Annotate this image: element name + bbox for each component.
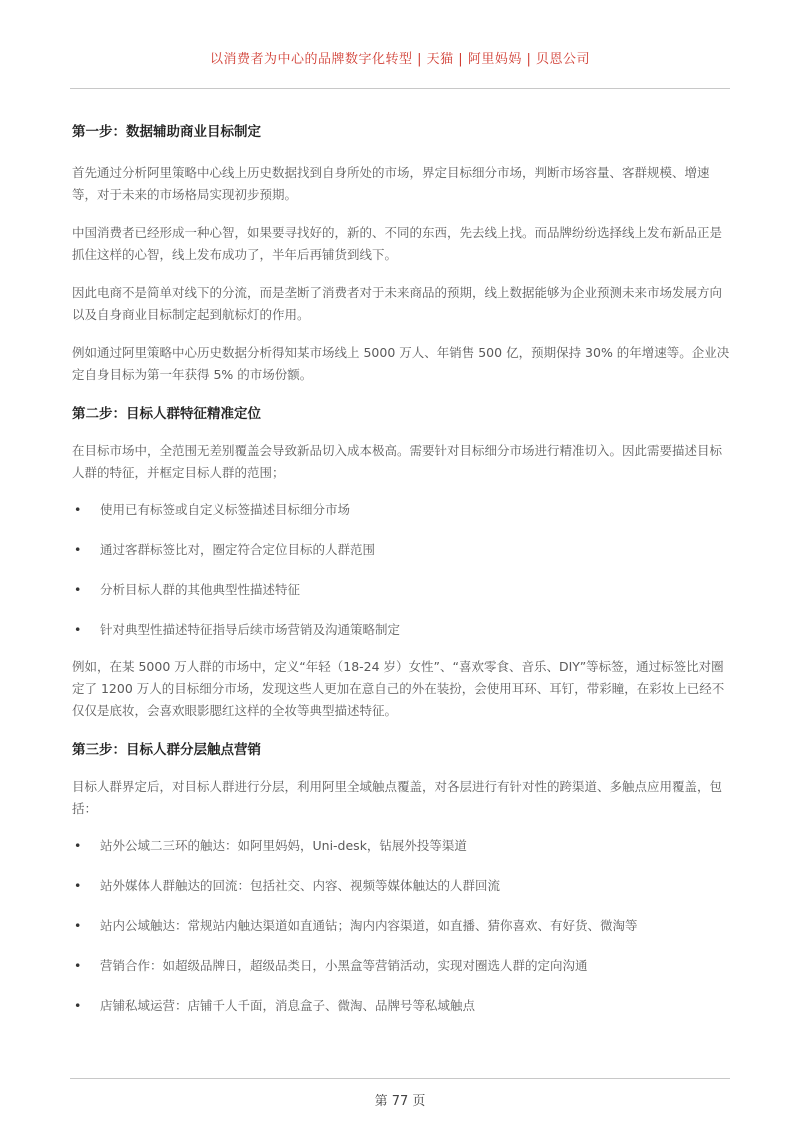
list-item-text: 针对典型性描述特征指导后续市场营销及沟通策略制定 (100, 622, 401, 637)
bullet-icon: • (74, 918, 82, 933)
step3-heading: 第三步：目标人群分层触点营销 (72, 742, 261, 758)
bullet-icon: • (74, 998, 82, 1013)
bullet-icon: • (74, 542, 82, 557)
list-item (72, 836, 732, 856)
list-item (72, 620, 732, 640)
step1-paragraph: 因此电商不是简单对线下的分流，而是垄断了消费者对于未来商品的预期，线上数据能够为企业预测未来市场发展方向以及自身商业目标制定起到航标灯的作用。 (72, 285, 723, 322)
list-item (72, 916, 732, 936)
list-item-text: 站外公域二三环的触达：如阿里妈妈，Uni-desk，钻展外投等渠道 (100, 838, 467, 853)
list-item-text: 使用已有标签或自定义标签描述目标细分市场 (100, 502, 351, 517)
bullet-icon: • (74, 878, 82, 893)
list-item (72, 540, 732, 560)
bullet-icon: • (74, 838, 82, 853)
list-item-text: 通过客群标签比对，圈定符合定位目标的人群范围 (100, 542, 376, 557)
step1-heading: 第一步：数据辅助商业目标制定 (72, 124, 261, 140)
page-number: 第 77 页 (374, 1094, 426, 1109)
page-content (72, 122, 732, 1016)
list-item-text: 站内公域触达：常规站内触达渠道如直通钻；淘内内容渠道，如直播、猜你喜欢、有好货、微淘等 (100, 918, 638, 933)
step2-heading: 第二步：目标人群特征精准定位 (72, 406, 261, 422)
step2-example: 例如，在某 5000 万人群的市场中，定义“年轻（18-24 岁）女性”、“喜欢零食、音乐、DIY”等标签，通过标签比对圈定了 1200 万人的目标细分市场，发现这些人更加在意自己的外在装扮，会使用耳环、耳钉，带彩瞳，在彩妆上已经不仅仅是底妆，会喜欢眼影腮红这样的全妆等典型描述特征。 (72, 659, 725, 718)
list-item-text: 营销合作：如超级品牌日，超级品类日，小黑盒等营销活动，实现对圈选人群的定向沟通 (100, 958, 588, 973)
step3-intro: 目标人群界定后，对目标人群进行分层，利用阿里全域触点覆盖，对各层进行有针对性的跨渠道、多触点应用覆盖，包括： (72, 779, 723, 816)
list-item-text: 店铺私域运营：店铺千人千面，消息盒子、微淘、品牌号等私域触点 (100, 998, 476, 1013)
document-header-title: 以消费者为中心的品牌数字化转型 | 天猫 | 阿里妈妈 | 贝恩公司 (210, 52, 590, 67)
step1-paragraph: 例如通过阿里策略中心历史数据分析得知某市场线上 5000 万人、年销售 500 亿，预期保持 30% 的年增速等。企业决定自身目标为第一年获得 5% 的市场份额。 (72, 345, 730, 382)
list-item (72, 996, 732, 1016)
bullet-icon: • (74, 622, 82, 637)
list-item (72, 580, 732, 600)
bullet-icon: • (74, 958, 82, 973)
bullet-icon: • (74, 582, 82, 597)
step2-intro: 在目标市场中，全范围无差别覆盖会导致新品切入成本极高。需要针对目标细分市场进行精准切入。因此需要描述目标人群的特征，并框定目标人群的范围； (72, 443, 723, 480)
list-item (72, 956, 732, 976)
list-item (72, 876, 732, 896)
header-divider (70, 88, 730, 89)
list-item (72, 500, 732, 520)
footer-divider (70, 1078, 730, 1079)
list-item-text: 站外媒体人群触达的回流：包括社交、内容、视频等媒体触达的人群回流 (100, 878, 501, 893)
list-item-text: 分析目标人群的其他典型性描述特征 (100, 582, 301, 597)
bullet-icon: • (74, 502, 82, 517)
step1-paragraph: 首先通过分析阿里策略中心线上历史数据找到自身所处的市场，界定目标细分市场，判断市场容量、客群规模、增速等，对于未来的市场格局实现初步预期。 (72, 165, 710, 202)
step1-paragraph: 中国消费者已经形成一种心智，如果要寻找好的，新的、不同的东西，先去线上找。而品牌纷纷选择线上发布新品正是抓住这样的心智，线上发布成功了，半年后再铺货到线下。 (72, 225, 723, 262)
